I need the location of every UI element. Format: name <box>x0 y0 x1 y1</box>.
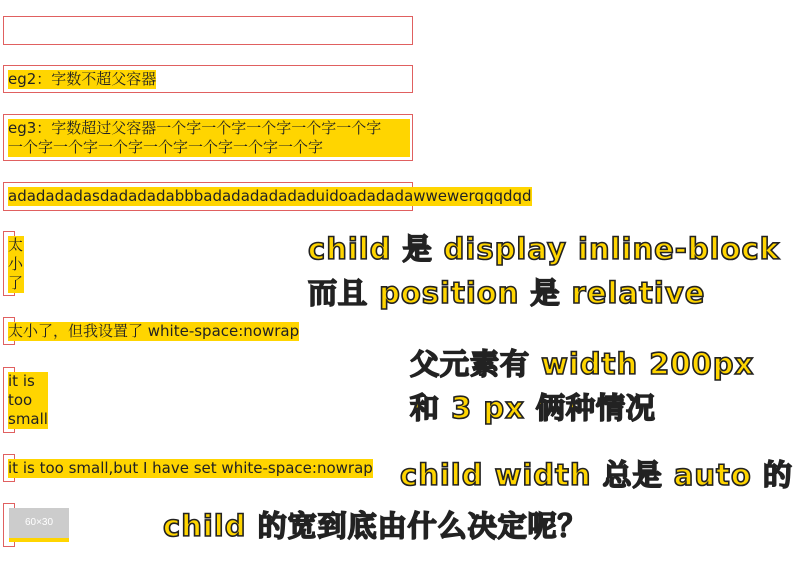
parent-container-small-en-nowrap <box>3 454 373 482</box>
child-small-en-word-3: small <box>8 410 48 428</box>
parent-container-small-cn <box>3 231 24 296</box>
parent-container-eg2 <box>3 65 413 93</box>
child-eg3 <box>8 119 410 157</box>
child-small-cn-char-2: 小 <box>8 255 24 273</box>
child-small-en-nowrap: it is too small,but I have set white-space:nowrap <box>8 459 373 477</box>
annotation-position-relative: 而且 position 是 relative <box>308 276 706 310</box>
child-small-cn <box>8 236 24 293</box>
parent-container-eg1 <box>3 16 413 45</box>
placeholder-image: 60×30 <box>9 508 69 542</box>
child-eg3-line-2: 一个字一个字一个字一个字一个字一个字一个字 <box>8 138 324 156</box>
annotation-width-auto: child width 总是 auto 的 <box>400 458 793 492</box>
parent-container-eg3 <box>3 114 413 161</box>
parent-container-long-word <box>3 182 532 211</box>
parent-container-image <box>3 503 54 547</box>
annotation-question: child 的宽到底由什么决定呢？ <box>163 509 588 543</box>
annotation-display-inline-block: child 是 display inline-block <box>308 232 780 266</box>
child-eg2: eg2：字数不超父容器 <box>8 70 157 88</box>
child-small-en-word-2: too <box>8 391 33 409</box>
annotation-two-cases: 和 3 px 俩种情况 <box>410 391 656 425</box>
child-long-word: adadadadasdadadadabbbadadadadadaduidoadadadawwewerqqqdqd <box>8 187 532 205</box>
child-small-cn-nowrap: 太小了，但我设置了 white-space:nowrap <box>8 322 300 340</box>
child-small-en-word-1: it is <box>8 372 35 390</box>
child-small-cn-char-3: 了 <box>8 274 24 292</box>
parent-container-small-cn-nowrap <box>3 317 300 345</box>
annotation-parent-width: 父元素有 width 200px <box>410 347 755 381</box>
child-small-en <box>8 372 48 429</box>
child-eg3-line-1: eg3：字数超过父容器一个字一个字一个字一个字一个字 <box>8 119 382 137</box>
child-small-cn-char-1: 太 <box>8 236 24 254</box>
parent-container-small-en <box>3 367 48 433</box>
